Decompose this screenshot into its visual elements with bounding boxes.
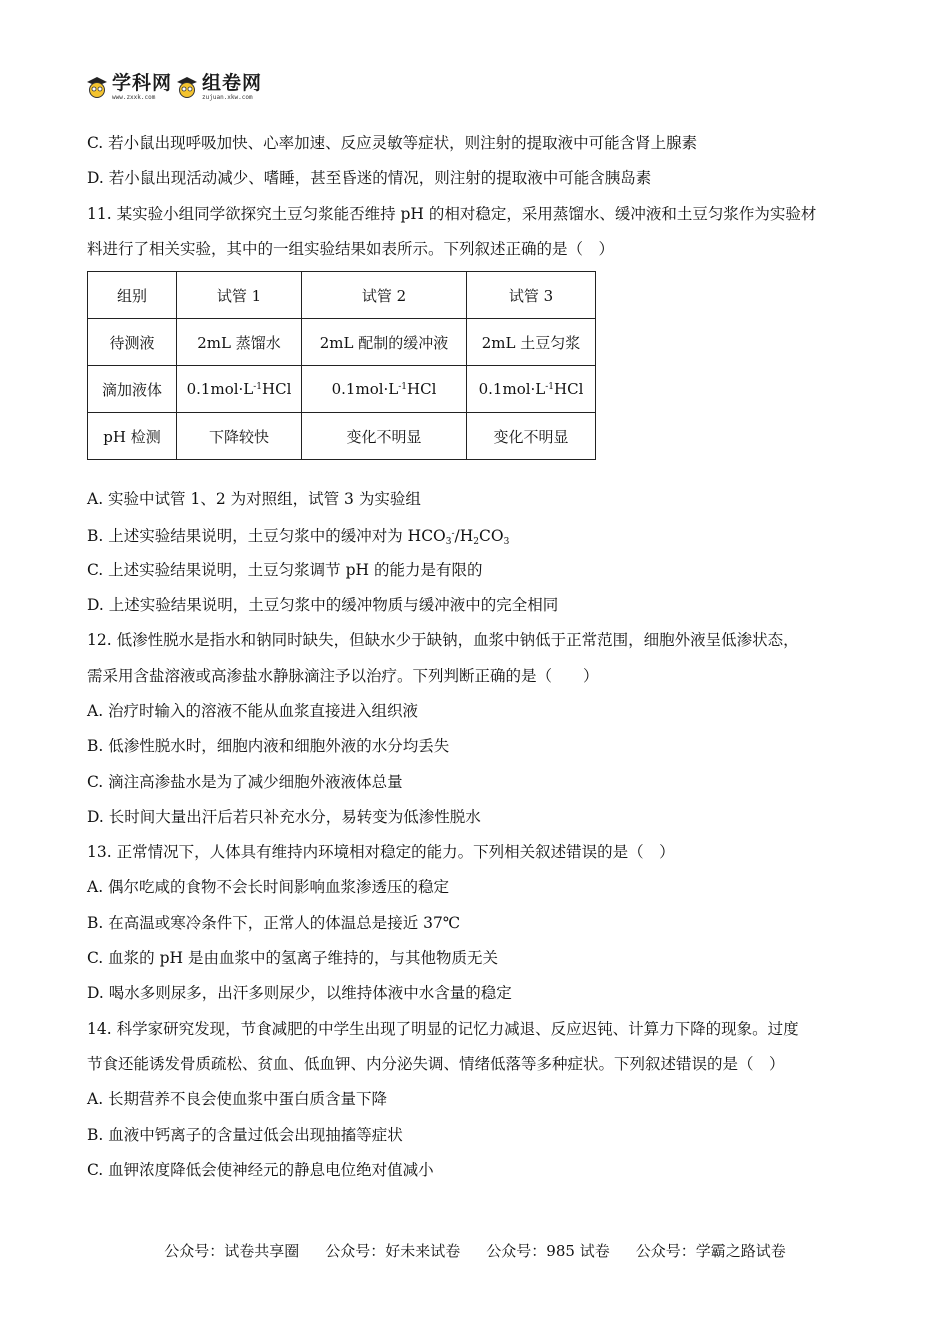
footer-item: 公众号：985 试卷 [486,1242,610,1260]
option-line: C. 血浆的 pH 是由血浆中的氢离子维持的，与其他物质无关 [87,949,498,968]
table-row [88,413,596,460]
formula-sub: 3 [503,537,510,548]
table-row [88,366,596,413]
option-line: B. 低渗性脱水时，细胞内液和细胞外液的水分均丢失 [87,737,450,756]
table-header-row [88,272,596,319]
formula-sub: 3 [445,537,452,548]
footer-item: 公众号：试卷共享圈 [164,1242,300,1260]
reagent-text: 0.1mol·L [331,380,399,399]
table-cell: 2mL 土豆匀浆 [467,319,596,366]
table-cell [302,366,467,413]
table-row [88,319,596,366]
reagent-text: HCl [262,380,292,399]
reagent-sup: -1 [253,382,263,393]
question-line: 料进行了相关实验，其中的一组实验结果如表所示。下列叙述正确的是（ ） [87,239,615,258]
reagent-text: HCl [554,380,584,399]
formula-sub: 2 [473,537,480,548]
question-line: 需采用含盐溶液或高渗盐水静脉滴注予以治疗。下列判断正确的是（ ） [87,666,599,685]
header-logo [86,70,262,104]
table-cell: 试管 3 [467,272,596,319]
table-cell: 试管 2 [302,272,467,319]
footer-item: 公众号：学霸之路试卷 [635,1242,786,1260]
table-cell: 下降较快 [177,413,302,460]
table-cell: 试管 1 [177,272,302,319]
option-text: /H [454,527,474,546]
footer-item: 公众号：好未来试卷 [325,1242,461,1260]
table-cell [177,366,302,413]
table-cell: 滴加液体 [88,366,177,413]
option-line: D. 上述实验结果说明，土豆匀浆中的缓冲物质与缓冲液中的完全相同 [87,596,559,615]
logo-zujuan-url: zujuan.xkw.com [202,93,253,101]
experiment-table [87,271,596,460]
option-text: B. 上述实验结果说明，土豆匀浆中的缓冲对为 HCO [87,527,446,546]
table-cell: 2mL 蒸馏水 [177,319,302,366]
option-line: A. 偶尔吃咸的食物不会长时间影响血浆渗透压的稳定 [87,878,450,897]
table-cell: 组别 [88,272,177,319]
logo-xkw-name: 学科网 [112,71,173,94]
table-cell [467,366,596,413]
option-line: D. 若小鼠出现活动减少、嗜睡，甚至昏迷的情况，则注射的提取液中可能含胰岛素 [87,169,652,188]
option-line: D. 喝水多则尿多，出汗多则尿少，以维持体液中水含量的稳定 [87,984,512,1003]
reagent-text: HCl [407,380,437,399]
logo-xkw-url: www.zxxk.com [112,93,156,101]
table-cell: 变化不明显 [302,413,467,460]
table-cell: 变化不明显 [467,413,596,460]
option-line: D. 长时间大量出汗后若只补充水分，易转变为低渗性脱水 [87,807,481,826]
option-line: A. 实验中试管 1、2 为对照组，试管 3 为实验组 [87,490,421,509]
option-line: C. 若小鼠出现呼吸加快、心率加速、反应灵敏等症状，则注射的提取液中可能含肾上腺素 [87,134,698,152]
option-line: C. 血钾浓度降低会使神经元的静息电位绝对值减小 [87,1160,434,1179]
logo-xkw [112,71,173,101]
question-line: 节食还能诱发骨质疏松、贫血、低血钾、内分泌失调、情绪低落等多种症状。下列叙述错误的是（ ） [87,1054,785,1073]
reagent-text: 0.1mol·L [186,380,254,399]
document-body [87,126,867,1188]
reagent-text: 0.1mol·L [478,380,546,399]
question-line: 12. 低渗性脱水是指水和钠同时缺失，但缺水少于缺钠，血浆中钠低于正常范围，细胞外液呈低渗状态， [87,631,799,650]
question-line: 14. 科学家研究发现，节食减肥的中学生出现了明显的记忆力减退、反应迟钝、计算力下降的现象。过度 [87,1019,799,1038]
logo-zujuan [202,71,263,101]
option-line [87,517,867,552]
table-cell: 待测液 [88,319,177,366]
mascot-icon [176,76,198,98]
option-text: CO [479,527,504,546]
option-line: C. 滴注高渗盐水是为了减少细胞外液液体总量 [87,772,403,791]
mascot-icon [86,76,108,98]
reagent-sup: -1 [398,382,408,393]
question-line: 13. 正常情况下，人体具有维持内环境相对稳定的能力。下列相关叙述错误的是（ ） [87,843,675,862]
reagent-sup: -1 [545,382,555,393]
footer [0,1240,950,1261]
question-line: 11. 某实验小组同学欲探究土豆匀浆能否维持 pH 的相对稳定，采用蒸馏水、缓冲液和土豆匀浆作为实验材 [87,204,817,223]
formula-sup: - [451,529,455,540]
option-line: B. 在高温或寒冷条件下，正常人的体温总是接近 37℃ [87,913,461,932]
option-line: A. 治疗时输入的溶液不能从血浆直接进入组织液 [87,701,419,720]
option-line: B. 血液中钙离子的含量过低会出现抽搐等症状 [87,1125,403,1144]
logo-zujuan-name: 组卷网 [202,71,263,94]
option-line: C. 上述实验结果说明，土豆匀浆调节 pH 的能力是有限的 [87,560,483,579]
option-line: A. 长期营养不良会使血浆中蛋白质含量下降 [87,1090,388,1109]
table-cell: pH 检测 [88,413,177,460]
table-cell: 2mL 配制的缓冲液 [302,319,467,366]
